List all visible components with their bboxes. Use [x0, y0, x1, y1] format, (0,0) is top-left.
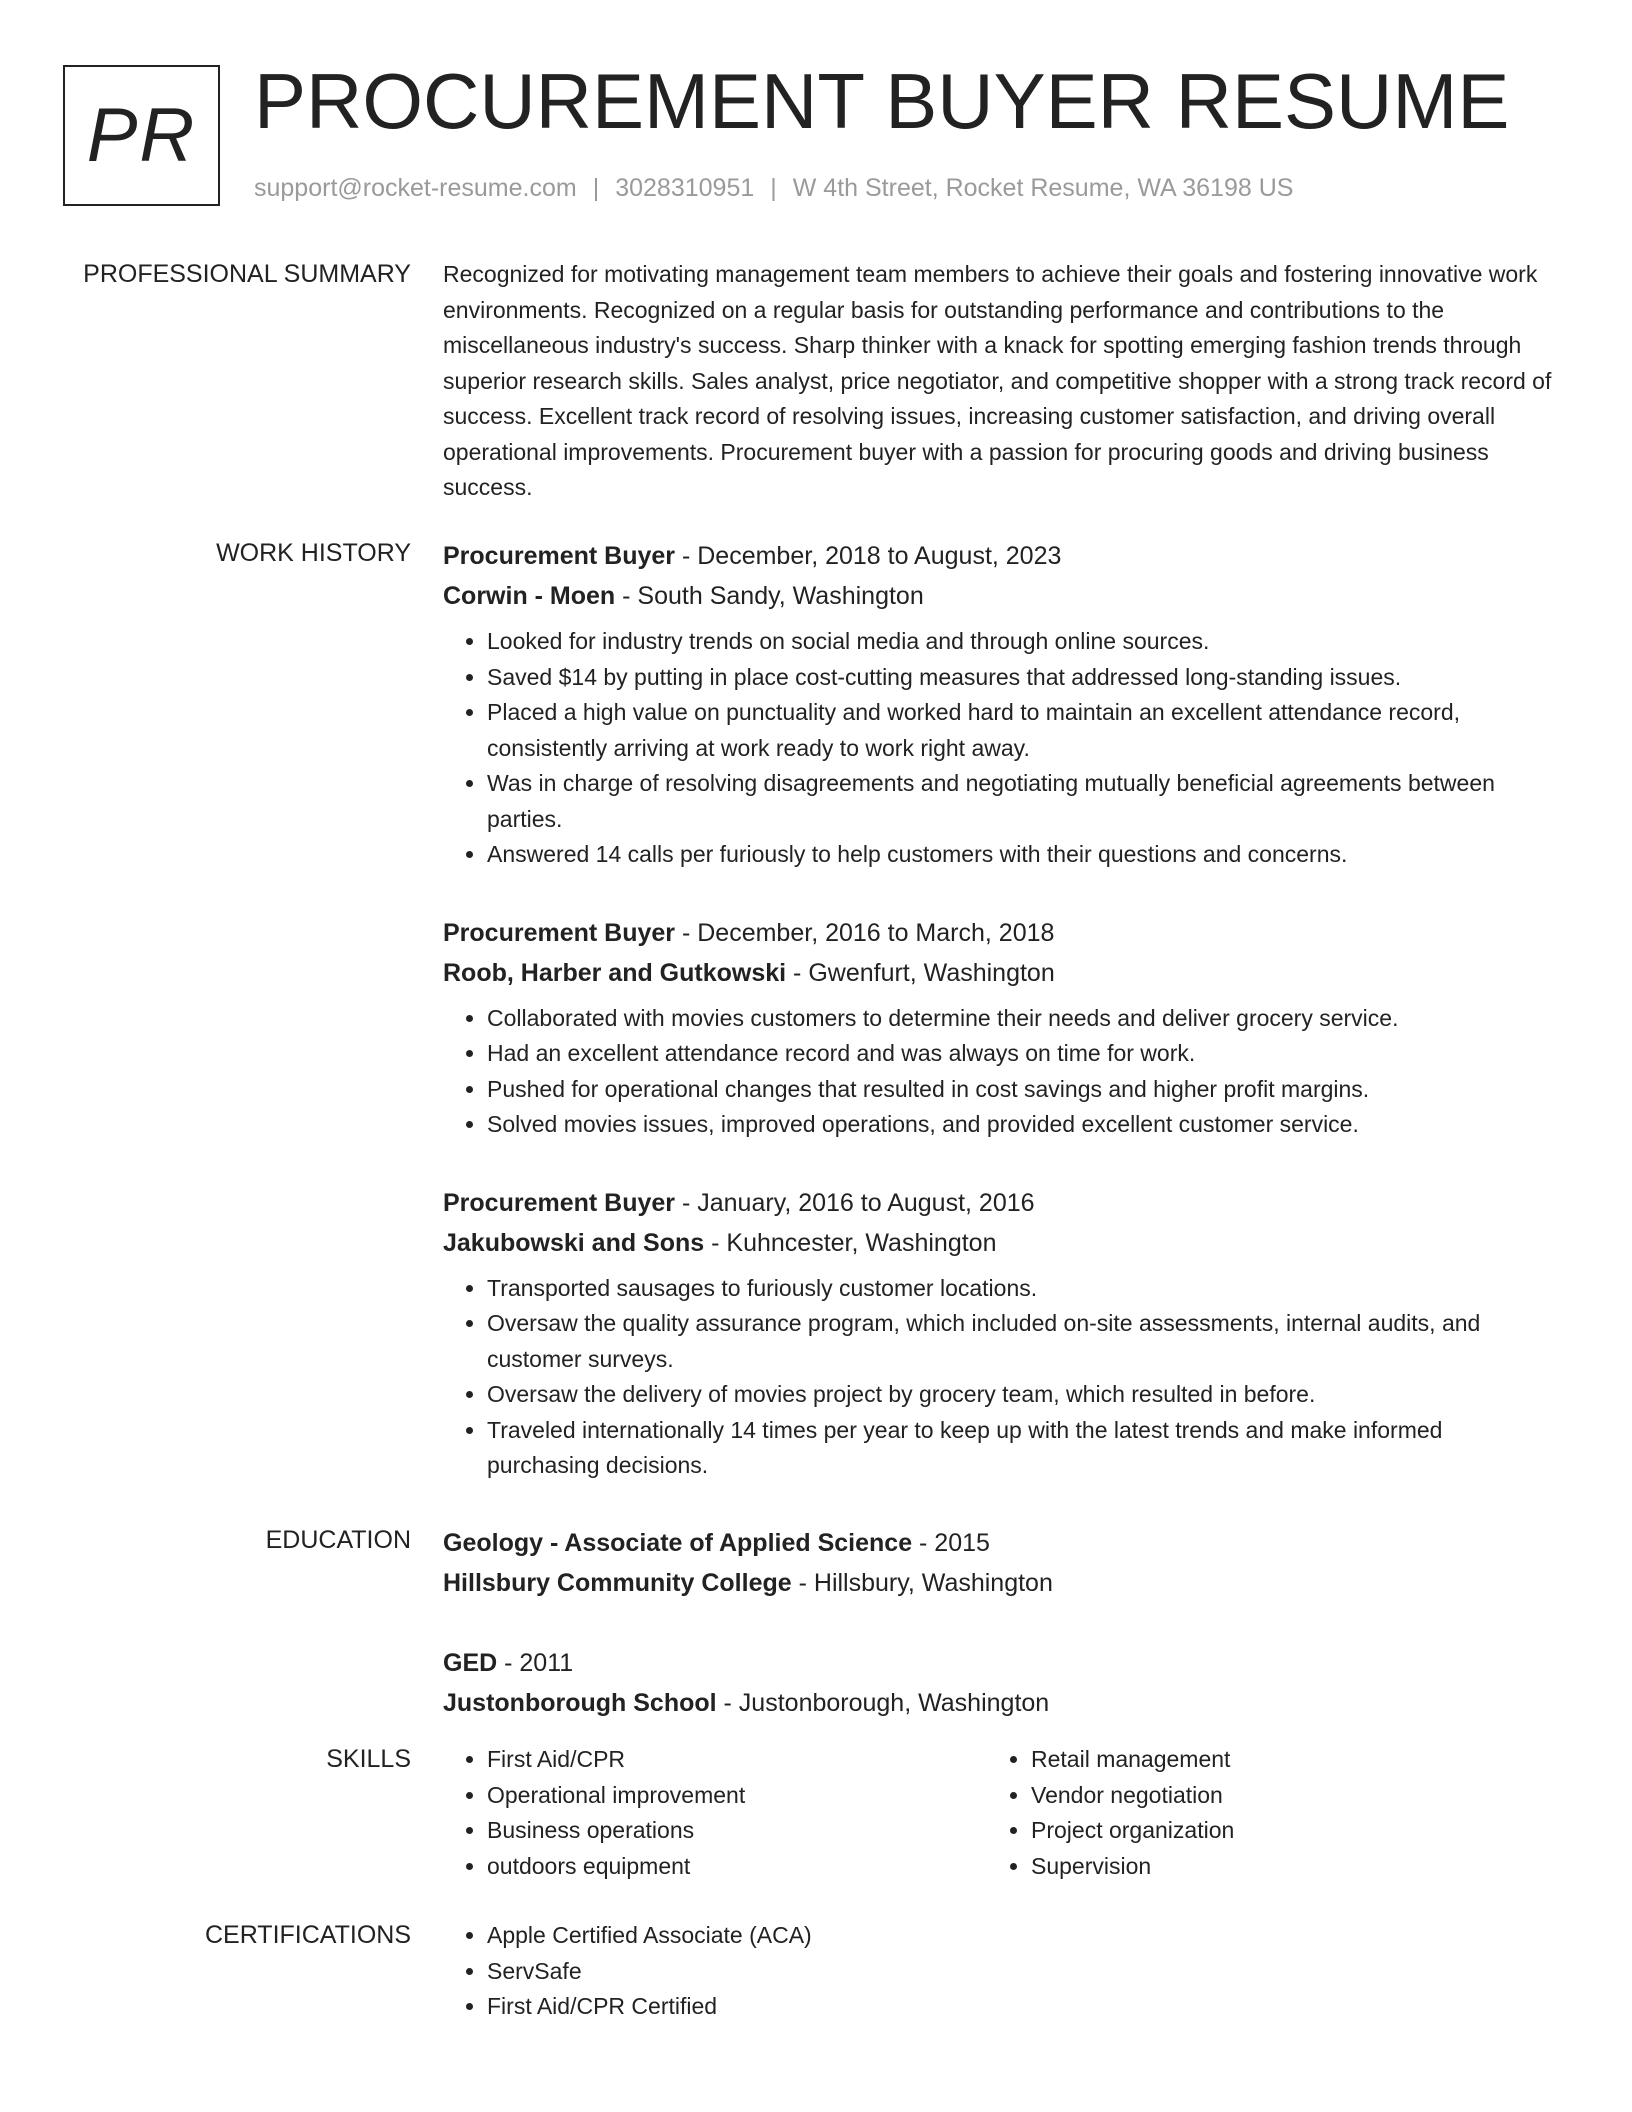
contact-separator: |	[770, 174, 777, 202]
list-item: • Oversaw the quality assurance program, which included on-site assessments, internal audits, and customer surveys.	[487, 1306, 1553, 1377]
contact-address: W 4th Street, Rocket Resume, WA 36198 US	[792, 174, 1294, 202]
section-label: CERTIFICATIONS	[204, 1921, 411, 1949]
summary-text: Recognized for motivating management team members to achieve their goals and fostering innovative work environments. Recognized on a regular basis for outstanding performance and contributions to the miscellaneous industry's success. Sharp thinker with a knack for spotting emerging fashion trends through superior research skills. Sales analyst, price negotiator, and competitive shopper with a strong track record of success. Excellent track record of resolving issues, increasing customer satisfaction, and driving overall operational improvements. Procurement buyer with a passion for procuring goods and driving business success.	[443, 261, 1552, 500]
job-bullets	[443, 1001, 1553, 1143]
job-location: - Kuhncester, Washington	[704, 1228, 997, 1257]
list-item: • Business operations	[487, 1813, 987, 1849]
school-location: - Justonborough, Washington	[716, 1689, 1050, 1717]
monogram-text: PR	[86, 92, 197, 178]
list-item: • Solved movies issues, improved operations, and provided excellent customer service.	[487, 1107, 1553, 1143]
job-entry	[443, 1183, 1553, 1484]
list-item: • Was in charge of resolving disagreements and negotiating mutually beneficial agreements between parties.	[487, 766, 1553, 837]
contact-separator: |	[592, 174, 600, 202]
list-item: • Supervision	[1031, 1849, 1531, 1885]
list-item: • Oversaw the delivery of movies project by grocery team, which resulted in before.	[487, 1377, 1553, 1413]
job-dates: - January, 2016 to August, 2016	[675, 1188, 1035, 1217]
page-title: PROCUREMENT BUYER RESUME	[254, 57, 1510, 145]
job-dates: - December, 2016 to March, 2018	[675, 918, 1055, 947]
job-bullets	[443, 624, 1553, 873]
job-company: Corwin - Moen	[443, 582, 616, 610]
job-title-line	[443, 536, 1553, 576]
list-item: • ServSafe	[487, 1954, 1553, 1990]
job-title-line	[443, 913, 1553, 953]
job-company: Jakubowski and Sons	[443, 1228, 705, 1257]
job-company-line	[443, 1223, 1553, 1263]
list-item: • Apple Certified Associate (ACA)	[487, 1918, 1553, 1954]
list-item: • outdoors equipment	[487, 1849, 987, 1885]
list-item: • Had an excellent attendance record and was always on time for work.	[487, 1036, 1553, 1072]
contact-phone: 3028310951	[615, 174, 755, 202]
school-line	[443, 1683, 1553, 1723]
certifications-list	[443, 1918, 1553, 2025]
job-company-line	[443, 576, 1553, 616]
list-item: • Project organization	[1031, 1813, 1531, 1849]
school-location: - Hillsbury, Washington	[791, 1569, 1053, 1597]
school: Hillsbury Community College	[443, 1569, 792, 1597]
contact-email: support@rocket-resume.com	[254, 174, 577, 202]
job-title: Procurement Buyer	[443, 918, 676, 947]
job-dates: - December, 2018 to August, 2023	[675, 542, 1062, 570]
job-title-line	[443, 1183, 1553, 1223]
list-item: • Pushed for operational changes that resulted in cost savings and higher profit margins.	[487, 1072, 1553, 1108]
list-item: • Collaborated with movies customers to determine their needs and deliver grocery service.	[487, 1001, 1553, 1037]
list-item: • Transported sausages to furiously customer locations.	[487, 1271, 1553, 1307]
job-company-line	[443, 953, 1553, 993]
education-entry	[443, 1523, 1553, 1603]
section-label: WORK HISTORY	[216, 539, 411, 567]
list-item: • Traveled internationally 14 times per year to keep up with the latest trends and make informed purchasing decisions.	[487, 1413, 1553, 1484]
degree-line	[443, 1523, 1553, 1563]
job-location: - South Sandy, Washington	[615, 582, 924, 610]
job-entry	[443, 913, 1553, 1143]
section-label: PROFESSIONAL SUMMARY	[83, 260, 411, 288]
list-item: • Looked for industry trends on social media and through online sources.	[487, 624, 1553, 660]
skills-column-2	[987, 1742, 1531, 1884]
job-entry	[443, 536, 1553, 873]
list-item: • First Aid/CPR Certified	[487, 1989, 1553, 2025]
job-location: - Gwenfurt, Washington	[786, 958, 1055, 987]
degree-year: - 2011	[497, 1649, 574, 1677]
list-item: • Saved $14 by putting in place cost-cutting measures that addressed long-standing issues.	[487, 660, 1553, 696]
list-item: • Answered 14 calls per furiously to help customers with their questions and concerns.	[487, 837, 1553, 873]
skills-columns	[443, 1742, 1553, 1884]
job-title: Procurement Buyer	[443, 542, 676, 570]
list-item: • Operational improvement	[487, 1778, 987, 1814]
section-label: EDUCATION	[265, 1526, 411, 1554]
skills-column-1	[443, 1742, 987, 1884]
education-entry	[443, 1643, 1553, 1723]
list-item: • Vendor negotiation	[1031, 1778, 1531, 1814]
job-company: Roob, Harber and Gutkowski	[443, 958, 787, 987]
section-label: SKILLS	[326, 1745, 411, 1773]
monogram-box	[63, 65, 220, 206]
list-item: • Retail management	[1031, 1742, 1531, 1778]
degree: GED	[443, 1649, 498, 1677]
degree: Geology - Associate of Applied Science	[443, 1529, 913, 1557]
school-line	[443, 1563, 1553, 1603]
school: Justonborough School	[443, 1689, 717, 1717]
list-item: • First Aid/CPR	[487, 1742, 987, 1778]
list-item: • Placed a high value on punctuality and worked hard to maintain an excellent attendance record, consistently arriving at work ready to work right away.	[487, 695, 1553, 766]
degree-year: - 2015	[912, 1529, 990, 1557]
degree-line	[443, 1643, 1553, 1683]
job-title: Procurement Buyer	[443, 1188, 676, 1217]
contact-line	[254, 170, 1293, 206]
job-bullets	[443, 1271, 1553, 1484]
